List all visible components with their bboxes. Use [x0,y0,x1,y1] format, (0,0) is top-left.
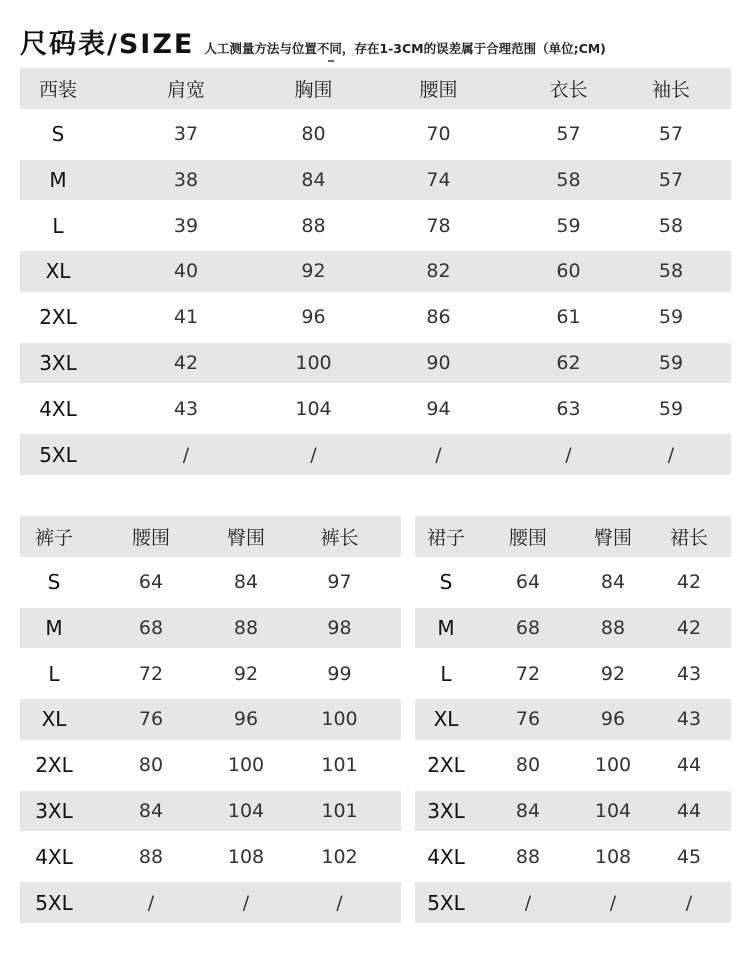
size-label: XL [433,707,459,732]
measurement-value: 57 [556,123,581,146]
measurement-value: 70 [426,123,451,146]
measurement-value: / [435,443,442,466]
table-row [20,882,401,923]
measurement-value: 88 [600,616,626,639]
column-header: 腰围 [508,526,547,549]
size-label: XL [45,259,71,284]
measurement-value: 42 [173,352,199,375]
measurement-value: 64 [515,571,541,594]
table-row [415,791,731,832]
size-label: S [439,570,453,595]
table-row [415,562,731,603]
measurement-value: 84 [138,800,164,823]
size-label: 3XL [35,799,73,824]
measurement-value: 42 [676,616,702,639]
size-label: S [47,570,61,595]
table-row [20,343,731,384]
measurement-value: 90 [426,352,451,375]
measurement-value: 58 [658,214,684,237]
measurement-value: / [609,891,617,914]
table-row [415,837,731,878]
measurement-value: / [310,443,317,466]
measurement-value: 104 [594,800,632,823]
measurement-value: / [524,891,532,914]
size-label: 4XL [427,844,465,869]
measurement-value: 84 [600,571,626,594]
table-row [20,837,401,878]
measurement-value: 96 [233,708,259,731]
measurement-value: 100 [321,708,358,731]
measurement-value: 94 [426,397,451,420]
measurement-value: 43 [676,708,702,731]
measurement-value: 108 [594,845,632,868]
size-label: S [51,122,65,147]
size-label: 4XL [35,844,73,869]
suit-size-table [20,68,731,480]
measurement-value: 80 [301,123,326,146]
measurement-value: 88 [515,845,541,868]
table-name-header: 裤子 [34,526,73,549]
size-label: 2XL [39,305,77,330]
size-label: 3XL [39,351,77,376]
measurement-value: / [147,891,155,914]
size-label: M [437,615,455,640]
table-row [415,882,731,923]
size-label: 2XL [427,753,465,778]
column-header: 裤长 [320,526,359,549]
measurement-value: / [565,443,572,466]
skirt-size-table [415,516,731,928]
measurement-value: 101 [321,754,358,777]
table-header-row [415,516,731,557]
measurement-value: 72 [138,662,164,685]
size-label: 4XL [39,396,77,421]
table-row [415,745,731,786]
size-label: 5XL [427,890,465,915]
column-header: 肩宽 [166,78,205,101]
measurement-value: 63 [556,397,581,420]
table-row [20,160,731,201]
measurement-value: 80 [515,754,541,777]
measurement-value: 68 [515,616,541,639]
table-row [20,791,401,832]
measurement-value: 43 [173,397,199,420]
measurement-value: 58 [556,168,581,191]
column-header: 腰围 [419,78,458,101]
measurement-value: / [242,891,250,914]
measurement-value: 62 [556,352,581,375]
table-row [20,653,401,694]
measurement-value: / [336,891,343,914]
measurement-value: 45 [676,845,702,868]
column-header: 袖长 [651,78,690,101]
measurement-value: 80 [138,754,164,777]
table-row [20,114,731,155]
measurement-value: 108 [227,845,265,868]
table-row [20,608,401,649]
measurement-value: 76 [515,708,541,731]
column-header: 臀围 [593,526,632,549]
size-label: 2XL [35,753,73,778]
measurement-value: 88 [138,845,164,868]
size-label: L [48,661,60,686]
measurement-value: 60 [556,260,581,283]
measurement-value: 59 [658,306,684,329]
measurement-value: 74 [426,168,451,191]
table-row [20,297,731,338]
measurement-note: 人工测量方法与位置不同，存在1-3CM的误差属于合理范围（单位;CM) [204,41,606,56]
measurement-value: 86 [426,306,451,329]
column-header: 裙长 [669,526,708,549]
measurement-value: 92 [600,662,626,685]
measurement-value: 76 [138,708,164,731]
table-row [20,562,401,603]
measurement-value: 44 [676,754,702,777]
measurement-value: 96 [600,708,626,731]
column-header: 臀围 [226,526,265,549]
measurement-value: 92 [301,260,326,283]
measurement-value: / [667,443,675,466]
column-header: 胸围 [294,78,333,101]
table-row [20,205,731,246]
size-label: 5XL [39,442,77,467]
measurement-value: 84 [233,571,259,594]
size-label: XL [41,707,67,732]
measurement-value: 100 [295,352,332,375]
measurement-value: 42 [676,571,702,594]
measurement-value: 104 [295,397,332,420]
measurement-value: 57 [658,123,684,146]
table-header-row [20,68,731,109]
measurement-value: 99 [327,662,352,685]
measurement-value: 57 [658,168,684,191]
measurement-value: 100 [227,754,265,777]
measurement-value: 101 [321,800,358,823]
table-row [415,653,731,694]
measurement-value: 59 [658,397,684,420]
measurement-value: 72 [515,662,541,685]
size-label: L [52,213,64,238]
measurement-value: 88 [233,616,259,639]
table-name-header: 西装 [38,78,77,101]
measurement-value: 92 [233,662,259,685]
measurement-value: 88 [301,214,326,237]
measurement-value: 43 [676,662,702,685]
measurement-value: 97 [327,571,352,594]
size-label: L [440,661,452,686]
measurement-value: 78 [426,214,451,237]
table-row [415,608,731,649]
measurement-value: 104 [227,800,265,823]
measurement-value: 37 [173,123,199,146]
measurement-value: 82 [426,260,451,283]
size-label: 3XL [427,799,465,824]
page-title: 尺码表/SIZE [20,29,195,60]
size-label: M [49,167,67,192]
column-header: 腰围 [131,526,170,549]
measurement-value: 39 [173,214,199,237]
table-row [20,699,401,740]
table-row [20,434,731,475]
table-row [20,745,401,786]
measurement-value: 59 [556,214,581,237]
measurement-value: / [182,443,190,466]
measurement-value: 59 [658,352,684,375]
measurement-value: 84 [515,800,541,823]
measurement-value: / [685,891,693,914]
page-header [20,22,606,62]
table-row [20,251,731,292]
measurement-value: 84 [301,168,326,191]
pants-size-table [20,516,401,928]
size-label: 5XL [35,890,73,915]
table-header-row [20,516,401,557]
measurement-value: 98 [327,616,352,639]
measurement-value: 38 [173,168,199,191]
size-label: M [45,615,63,640]
measurement-value: 64 [138,571,164,594]
measurement-value: 68 [138,616,164,639]
measurement-value: 40 [173,260,199,283]
table-row [415,699,731,740]
measurement-value: 58 [658,260,684,283]
measurement-value: 44 [676,800,702,823]
divider-mark [328,60,334,62]
measurement-value: 41 [173,306,199,329]
measurement-value: 96 [301,306,326,329]
column-header: 衣长 [549,78,588,101]
measurement-value: 61 [556,306,581,329]
measurement-value: 102 [321,845,358,868]
measurement-value: 100 [594,754,632,777]
table-row [20,389,731,430]
table-name-header: 裙子 [426,526,465,549]
